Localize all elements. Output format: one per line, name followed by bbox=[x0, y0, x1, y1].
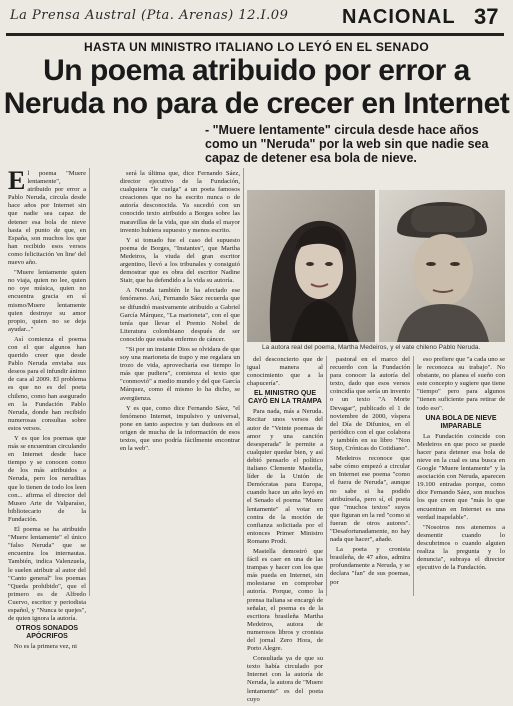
paragraph: Medeiros reconoce que sabe cómo empezó a circular en Internet ese poema "como el fuera de Neruda", aunque no sabe si ha podido atribuírsela, pero sí, el poeta que "muchos textos" suyos que figuran en la red "como si fueran de otros autores". "Desafortunadamente, no hay nada que hacer", añade. bbox=[330, 455, 410, 544]
column-rule bbox=[413, 356, 414, 596]
paragraph: Para nada, más a Neruda. Recitar unos versos del autor de "Veinte poemas de amor y una canción desesperada" le permite a cualquier quedar bien, y así debió pensarlo el político italiano Clemente Mastella, líder de la Unión de Demócratas para Europa, cuando hace un año leyó en el Senado el poema "Muere lentamente" al votar en contra de la moción de confianza solicitada por el entonces Primer Ministro Romano Prodi. bbox=[247, 408, 323, 545]
section-title: NACIONAL bbox=[342, 6, 456, 28]
portrait-photos-image bbox=[247, 190, 505, 342]
column-1 bbox=[8, 166, 87, 653]
paragraph: El poema "Muere lentamente", atribuido por error a Pablo Neruda, circula desde hace años por Internet sin que nadie sea capaz de detener esa bola de nieve hasta el punto de que, en España, son muchos los que han recibido esos versos como felicitación 'en line' del nuevo año. bbox=[8, 166, 86, 267]
handwritten-source-note: La Prensa Austral (Pta. Arenas) 12.I.09 bbox=[10, 8, 289, 23]
paragraph: "Si por un instante Dios se olvidara de que soy una marioneta de trapo y me regalara un trozo de vida, aprovecharía ese tiempo lo más que pudiera", comienza el texto que "conmovió" a medio mundo y del que García Márquez, como él mismo lo ha dicho, se avergüenza. bbox=[120, 345, 240, 402]
paragraph: Y si tomado fue el caso del supuesto poema de Borges, "Instantes", que Martha Medeiros, la viuda del gran escritor argentino, llevó a los tribunales y consiguió demostrar que es obra del escritor Nadine Stair, que ha defendido a la vida su autoría. bbox=[120, 236, 240, 285]
paragraph: pastoral en el marco del recuerdo con la Fundación para conocer la autoría del texto, dado que esos versos coincidía que sería un invento o un texto "A Morte Devagar", publicado el 1 de noviembre de 2000, víspera del Día de Difuntos, en el periódico con el que colabora y también en su libro "Non Stop, Crónicas do Cotidiano". bbox=[330, 356, 410, 453]
paragraph: será la última que, dice Fernando Sáez, director ejecutivo de la Fundación, cualquiera "le cuelga" a un poeta famosos creaciones que no ha escrito nunca o de autoría desconocida. Ya sucedió con un conocido texto atribuido a Borges sobre las maravillas de la vida, que sin duda el mayor invento hubiera supuesto y menos escrito. bbox=[120, 170, 240, 234]
subheading: UNA BOLA DE NIEVE IMPARABLE bbox=[425, 414, 497, 430]
paragraph: Y es que los poemas que más se encuentran circulando en Internet desde hace tiempo y se conocen como de los más atribuidos a Neruda, pero los neruditas que lo tienen de todo los leen con... afirma el director del Museo Arte de Valparaíso, bibliotecario de la Fundación. bbox=[8, 435, 86, 523]
paragraph: "Muere lentamente quien no viaja, quien no lee, quien no oye música, quien no encuentra gracia en sí mismo/Muere lentamente quien destruye su amor propio, quien no se deja ayudar..." bbox=[8, 269, 86, 333]
paragraph: El poema se ha atribuido "Muere lentamente" el único "falso Neruda" que se encuentra los internautas. También, indica Valenzuela, le suelen atribuir al autor del "Canto general" los poemas "Queda prohibido", que el primero es de Alfredo Cuervo, escritor y periodista español, y "Nunca te quejes", de quien ignora la autoría. bbox=[8, 526, 86, 623]
drop-cap: E bbox=[8, 166, 26, 195]
paragraph: No es la primera vez, ni bbox=[14, 643, 77, 651]
paragraph: Consultada ya de que su texto había circulado por Internet con la autoría de Neruda, la autora de "Muere lentamente" es del poeta cuyo bbox=[247, 655, 323, 703]
headline-line-1: Un poema atribuido por error a bbox=[43, 54, 470, 87]
paragraph: Mastella demostró que fácil es caer en una de las trampas y hacer con los que más pueda en Internet, sin molestarse en comprobar autoría. Porque, como la prensa italiana se encargó de señalar, el poema es de la escritora brasileña Martha Medeiros, autora de numerosos libros y cronista del jornal Zero Hora, de Porto Alegre. bbox=[247, 547, 323, 653]
headline-line-2: Neruda no para de crecer en Internet bbox=[3, 87, 510, 120]
column-5 bbox=[417, 356, 505, 574]
paragraph: Así comienza el poema con el que algunos han querido creer que desde Pablo Neruda enviaba sus deseos para el infundir ánimo de cara al 2009. El problema es que no es del poeta chileno, como han asegurado en la Fundación Pablo Neruda, donde han recibido numerosas consultas sobre estos versos. bbox=[8, 335, 87, 432]
paragraph: eso prefiere que "a cada uno se le reconozca su trabajo". No obstante, no planea el sueño con este concepto y sugiere que tiene "tiempo" pero para algunos "tienen suficiente para retirar de todo eso". bbox=[417, 356, 505, 412]
photo-caption: La autora real del poema, Martha Medeiros, y el vate chileno Pablo Neruda. bbox=[262, 344, 481, 351]
headline bbox=[0, 54, 513, 120]
column-2 bbox=[93, 170, 240, 455]
paragraph: A Neruda también le ha afectado ese fenómeno. Así, Fernando Sáez recuerda que se difundió masivamente atribuido a Gabriel García Márquez, "La marioneta", con el que tenía que llevar el Premio Nobel de Literatura colombiano después de ser conocido que estaba enfermo de cáncer. bbox=[120, 287, 240, 343]
column-3 bbox=[247, 356, 323, 706]
paragraph: La Fundación coincide con Medeiros en que poco se puede hacer para detener esa bola de nieve en la cual es una busca en Google "Muere lentamente" y la asociación con Neruda, aparecen 19.100 entradas porque, como dice Fernando Sáez, son muchos los que creen que "más lo que encuentran en Internet es una verdad inapelable". bbox=[417, 432, 505, 521]
subheading: EL MINISTRO QUE CAYÓ EN LA TRAMPA bbox=[248, 390, 322, 406]
column-rule bbox=[326, 356, 327, 596]
column-rule bbox=[243, 168, 244, 596]
paragraph: La poeta y cronista brasileña, de 47 años, admira profundamente a Neruda, y se declara "fan" de sus poemas, por bbox=[330, 546, 410, 586]
article-photo bbox=[247, 190, 505, 342]
column-4 bbox=[330, 356, 410, 589]
page-number: 37 bbox=[474, 4, 499, 29]
kicker: HASTA UN MINISTRO ITALIANO LO LEYÓ EN EL SENADO bbox=[84, 40, 429, 54]
column-rule bbox=[89, 168, 90, 596]
subheading: OTROS SONADOS APÓCRIFOS bbox=[15, 625, 79, 641]
masthead-rule bbox=[6, 33, 504, 36]
paragraph: "Nosotros nos atenemos a desmentir cuando lo descubrimos o cuando alguien realiza la pregunta y lo denuncia", subraya el director ejecutivo de la Fundación. bbox=[417, 523, 505, 572]
paragraph: del desconcierto que de igual manera al conocimiento que a la chapucería". bbox=[247, 356, 323, 388]
masthead bbox=[4, 2, 509, 32]
paragraph: Y es que, como dice Fernando Sáez, "el fenómeno Internet, impulsivo y universal, pone en tanto aspectos y tan dudosos en el origen de mucha de la información de esos textos, que uno podría fácilmente encontrar en la web". bbox=[120, 404, 240, 453]
deck: - "Muere lentamente" circula desde hace años como un "Neruda" por la web sin que nadie sea capaz de detener esa bola de nieve. bbox=[205, 123, 489, 165]
